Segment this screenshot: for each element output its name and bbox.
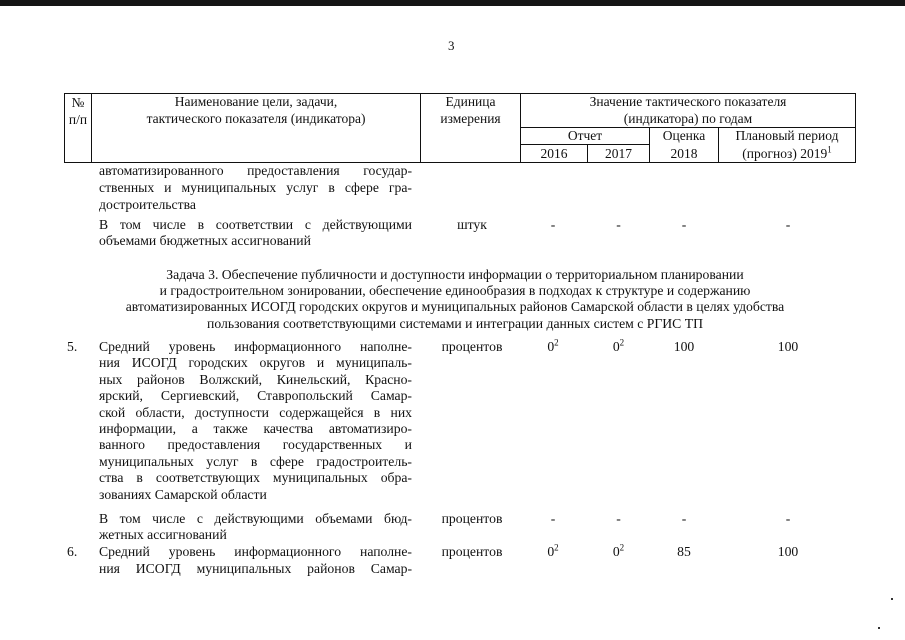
row6-2016: $0^2$ — [547, 542, 559, 559]
row6-line-2: ния ИСОГД муниципальных районов Самар- — [99, 561, 412, 576]
top-border — [0, 0, 905, 6]
header-vline-5 — [855, 93, 856, 163]
task-3-line-1: Задача 3. Обеспечение публичности и доступности информации о территориальном планировании — [166, 267, 744, 282]
row5-2017: $0^2$ — [612, 337, 625, 354]
row5-line: Средний уровень информационного наполне- — [99, 339, 412, 354]
cont-sub-1: В том числе в соответствии с действующими — [99, 217, 412, 232]
row6-unit: процентов — [441, 544, 503, 559]
row5-unit: процентов — [441, 339, 503, 354]
row5-line: ванного предоставления государственных и — [99, 437, 412, 453]
row5-line: информации, а также качества автоматизиро- — [99, 421, 412, 437]
row5-2019: 100 — [777, 339, 799, 354]
header-plan: Плановый период — [735, 128, 839, 143]
header-num: № п/п — [68, 95, 88, 127]
cont-unit: штук — [457, 217, 487, 232]
row5-sub-2017: - — [616, 511, 621, 526]
row5-line: ния ИСОГД городских округов и муниципаль- — [99, 355, 412, 371]
row6-line-1: Средний уровень информационного наполне- — [99, 544, 412, 559]
header-2018: 2018 — [670, 146, 698, 161]
task-3-line-2: и градостроительном зонировании, обеспечение единообразия в подходах к структуре и содержанию — [159, 283, 751, 299]
page-number: 3 — [448, 38, 455, 53]
cont-2019: - — [785, 217, 791, 232]
row6-2018: 85 — [677, 544, 691, 559]
header-value-2: (индикатора) по годам — [623, 111, 753, 126]
row5-line: ской области, доступности содержащейся в них — [99, 404, 412, 420]
row5-sub-2: жетных ассигнований — [99, 527, 227, 542]
cont-line-1: автоматизированного предоставления государ- — [99, 163, 412, 178]
cont-2017: - — [616, 217, 621, 232]
cont-line-2: ственных и муниципальных услуг в сфере гра- — [99, 180, 412, 195]
header-2017: 2017 — [605, 146, 632, 161]
header-plan-years: (прогноз) 2019$^1$ — [742, 144, 832, 161]
task-3-line-3: автоматизированных ИСОГД городских округов и муниципальных районов Самарской области в целях удобства — [125, 299, 785, 315]
scan-speck — [891, 598, 893, 600]
row5-line: ных районов Волжский, Кинельский, Красно- — [99, 371, 412, 387]
header-2016: 2016 — [540, 146, 568, 161]
row6-2017: $0^2$ — [612, 542, 625, 559]
cont-line-3: достроительства — [99, 197, 196, 212]
cont-2018: - — [681, 217, 687, 232]
table-header — [64, 93, 856, 163]
row5-sub-2018: - — [681, 511, 687, 526]
row5-2018: 100 — [673, 339, 695, 354]
row6-num: 6. — [67, 544, 78, 559]
cont-2016: - — [550, 217, 556, 232]
row5-sub-1: В том числе с действующими объемами бюд- — [99, 511, 412, 526]
header-unit-2: измерения — [440, 111, 501, 126]
row5-description — [99, 339, 412, 503]
row5-sub-2019: - — [785, 511, 791, 526]
task-3-heading — [60, 267, 850, 332]
row5-sub-2016: - — [550, 511, 556, 526]
row5-line: зованиях Самарской области — [99, 486, 267, 502]
header-report: Отчет — [567, 128, 603, 143]
header-name-1: Наименование цели, задачи, — [174, 94, 338, 109]
header-unit-1: Единица — [445, 94, 496, 109]
header-name-2: тактического показателя (индикатора) — [146, 111, 366, 126]
row5-line: ярский, Сергиевский, Ставропольский Самар- — [99, 388, 412, 404]
header-estimate: Оценка — [662, 128, 706, 143]
header-rule-years — [520, 144, 649, 145]
header-value-1: Значение тактического показателя — [589, 94, 787, 109]
scan-speck — [878, 627, 880, 629]
row5-sub-unit: процентов — [441, 511, 503, 526]
row5-2016: $0^2$ — [547, 337, 559, 354]
row5-line: муниципальных услуг в сфере градостроитель- — [99, 453, 412, 469]
task-3-line-4: пользования соответствующими системами и интеграции данных систем с РГИС ТП — [207, 315, 703, 331]
row5-num: 5. — [67, 339, 78, 354]
cont-sub-2: объемами бюджетных ассигнований — [99, 233, 311, 248]
row5-line: ства в соответствующих муниципальных обра- — [99, 470, 412, 486]
row6-2019: 100 — [777, 544, 799, 559]
